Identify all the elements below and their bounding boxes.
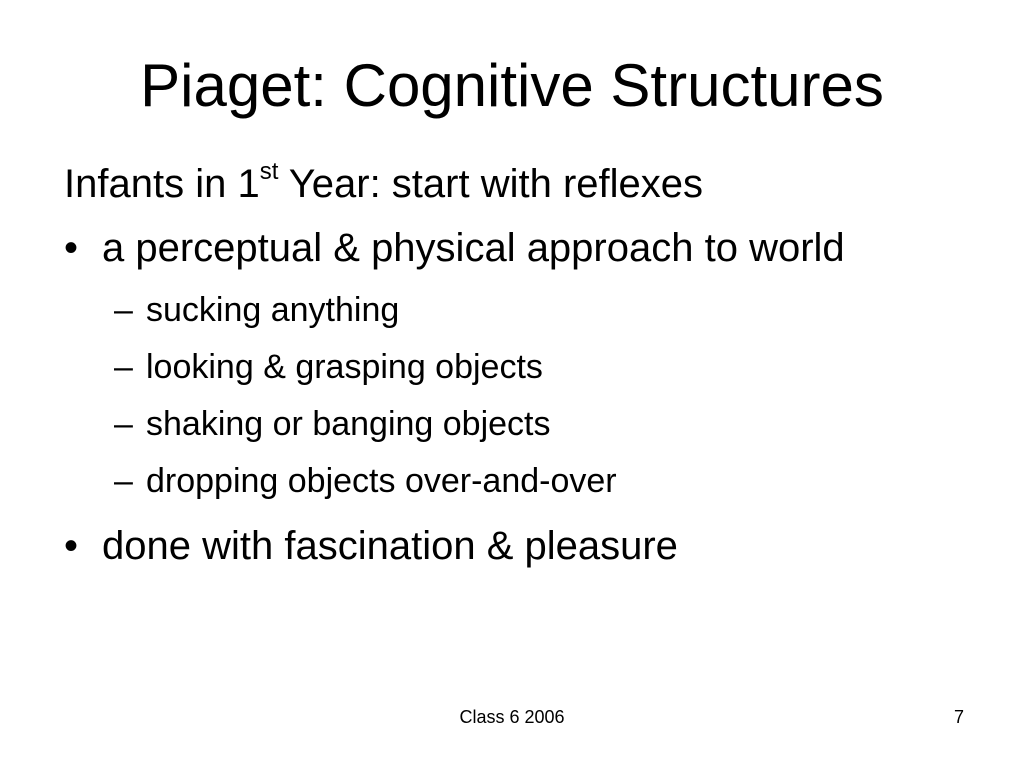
intro-prefix: Infants in 1: [64, 162, 260, 206]
dash-marker: –: [114, 348, 133, 386]
footer-label: Class 6 2006: [459, 707, 565, 727]
bullet-marker: •: [64, 524, 79, 568]
bullet-text: a perceptual & physical approach to world: [102, 226, 845, 270]
intro-suffix: Year: start with reflexes: [278, 162, 704, 206]
sub-bullet-item: [114, 461, 617, 501]
sub-bullet-text: looking & grasping objects: [146, 348, 543, 386]
sub-bullet-text: dropping objects over-and-over: [146, 462, 617, 500]
sub-bullet-item: [114, 347, 543, 387]
bullet-item: [64, 224, 845, 272]
page-number: 7: [953, 707, 964, 727]
dash-marker: –: [114, 291, 133, 329]
bullet-item: [64, 522, 678, 570]
sub-bullet-item: [114, 404, 551, 444]
sub-bullet-text: shaking or banging objects: [146, 405, 551, 443]
dash-marker: –: [114, 462, 133, 500]
intro-line: [64, 157, 704, 208]
sub-bullet-text: sucking anything: [146, 291, 400, 329]
intro-superscript: st: [259, 157, 279, 185]
bullet-text: done with fascination & pleasure: [102, 524, 678, 568]
sub-bullet-item: [114, 290, 399, 330]
bullet-marker: •: [64, 226, 79, 270]
slide-title: Piaget: Cognitive Structures: [140, 52, 884, 119]
dash-marker: –: [114, 405, 133, 443]
